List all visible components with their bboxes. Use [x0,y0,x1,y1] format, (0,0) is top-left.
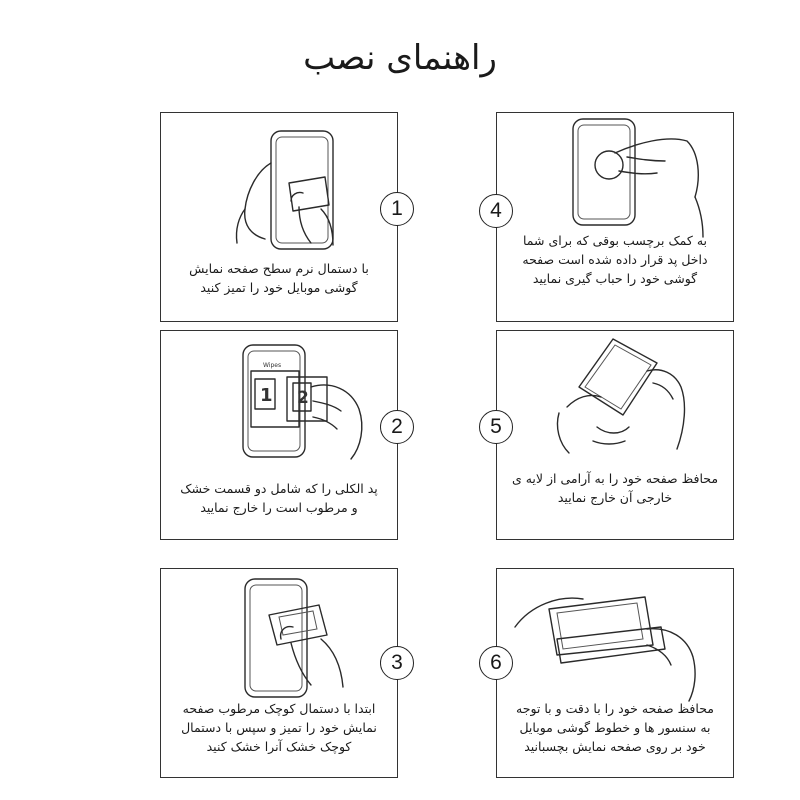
step-6-number: 6 [479,646,513,680]
pad-top-label: Wipes [263,362,282,369]
pad-number-1: 1 [260,385,273,406]
step-1-caption-line1: با دستمال نرم سطح صفحه نمایش [189,261,369,276]
step-3-number: 3 [380,646,414,680]
step-4-caption-line1: به کمک برچسب بوقی که برای شما [522,233,708,248]
alcohol-pad-illustration [161,331,399,471]
apply-protector-illustration [497,569,735,709]
clean-screen-illustration [161,113,399,253]
step-3-caption-line1: ابتدا با دستمال کوچک مرطوب صفحه [182,701,376,716]
step-4-panel [496,112,734,322]
step-2-number: 2 [380,410,414,444]
step-3-caption-line3: کوچک خشک آنرا خشک کنید [206,739,352,754]
step-2-caption-line2: و مرطوب است را خارج نمایید [200,500,358,515]
step-4-number: 4 [479,194,513,228]
step-3-panel [160,568,398,778]
step-5-number: 5 [479,410,513,444]
step-1-number: 1 [380,192,414,226]
step-5-caption-line1: محافظ صفحه خود را به آرامی از لایه ی [511,471,719,486]
page-title: راهنمای نصب [303,38,497,78]
pad-number-2: 2 [297,388,309,408]
wet-dry-wipe-illustration [161,569,399,709]
step-1-panel [160,112,398,322]
step-6-caption-line2: به سنسور ها و خطوط گوشی موبایل [519,720,711,735]
step-4-caption-line3: گوشی خود را حباب گیری نمایید [532,271,698,286]
step-3-caption-line2: نمایش خود را تمیز و سپس با دستمال [181,720,377,735]
step-5-caption-line2: خارجی آن خارج نمایید [557,490,673,505]
step-2-panel [160,330,398,540]
step-2-caption-line1: پد الکلی را که شامل دو قسمت خشک [180,481,378,496]
step-1-caption-line2: گوشی موبایل خود را تمیز کنید [200,280,358,295]
step-6-panel [496,568,734,778]
peel-protector-illustration [497,331,735,471]
step-6-caption-line3: خود بر روی صفحه نمایش بچسبانید [524,739,706,754]
step-6-caption-line1: محافظ صفحه خود را با دقت و با توجه [516,701,714,716]
step-5-panel [496,330,734,540]
step-4-caption-line2: داخل پد قرار داده شده است صفحه [522,252,708,267]
